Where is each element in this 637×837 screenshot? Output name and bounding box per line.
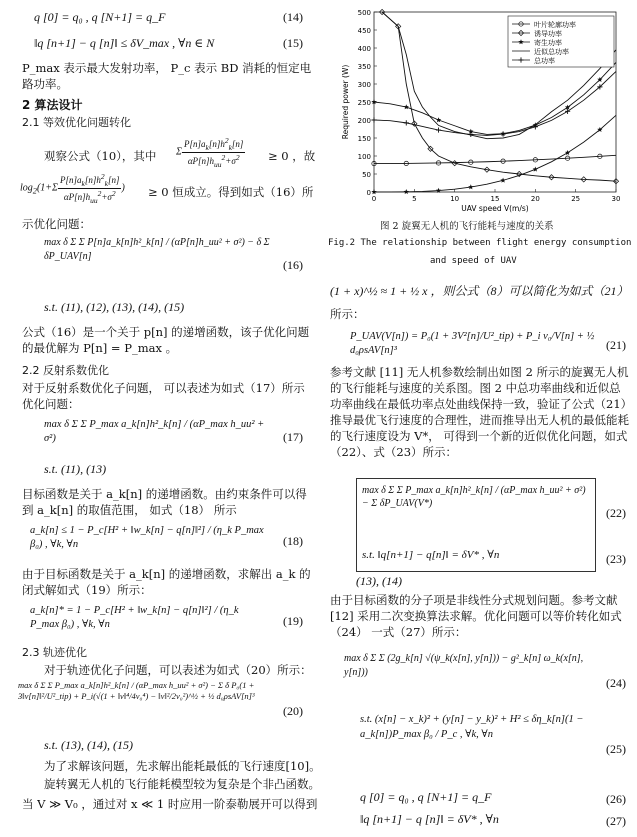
- paragraph-closed-form: 由于目标函数是关于 a_k[n] 的递增函数，求解出 a_k 的闭式解如式（19）所示：: [22, 567, 311, 597]
- y-tick-label: 150: [357, 135, 371, 143]
- paragraph-observe-a: 观察公式（10），其中: [44, 149, 157, 163]
- equation-23-tail: (13), (14): [356, 574, 402, 588]
- legend-entry: 寄生功率: [534, 39, 562, 47]
- x-tick-label: 15: [490, 195, 500, 203]
- legend-entry: 叶片轮廓功率: [534, 21, 576, 29]
- paragraph-power-definition: P_max 表示最大发射功率， P_c 表示 BD 消耗的恒定电路功率。: [22, 61, 312, 91]
- y-tick-label: 300: [357, 81, 371, 89]
- equation-number-14: (14): [283, 10, 303, 24]
- series-line-0: [374, 155, 616, 163]
- paragraph-nonconvex: 旋转翼无人机的飞行能耗模型较为复杂是个非凸函数。: [44, 777, 320, 791]
- x-tick-label: 0: [371, 195, 377, 203]
- paragraph-trajectory-problem: 对于轨迹优化子问题，可以表述为如式（20）所示：: [44, 663, 312, 677]
- data-point: [404, 120, 409, 125]
- x-tick-label: 30: [611, 195, 621, 203]
- y-axis-label: Required power (W): [341, 64, 350, 140]
- data-point: [436, 117, 441, 122]
- equation-number-22: (22): [606, 506, 626, 520]
- paragraph-figure-explanation: 参考文献 [11] 无人机参数绘制出如图 2 所示的旋翼无人机的飞行能耗与速度的关系图。图 2 中总功率曲线和近似总功率曲线在最低功率点处曲线保持一致，验证了公式（21）推导最优飞行速度的合理性，进而推导出无人机的最低能耗的飞行速度设为 V*， 可得到一个新的近似优化问题，如式（22）、式（23）所示：: [330, 365, 629, 459]
- legend-entry: 总功率: [534, 57, 555, 65]
- equation-24: max δ Σ Σ (2g_k[n] √(ψ_k(x[n], y[n])) − g²_k[n] ω_k(x[n], y[n])): [344, 653, 584, 678]
- data-point: [404, 189, 409, 194]
- paragraph-observe-d: 示优化问题：: [22, 217, 91, 231]
- x-tick-label: 20: [530, 195, 540, 203]
- equation-number-24: (24): [606, 676, 626, 690]
- equation-26: q [0] = q₀ , q [N+1] = q_F: [360, 790, 492, 804]
- x-tick-label: 10: [450, 195, 460, 203]
- equation-number-25: (25): [606, 742, 626, 756]
- y-tick-label: 50: [362, 171, 371, 179]
- paragraph-increasing-function: 公式（16）是一个关于 p[n] 的递增函数，该子优化问题的最优解为 P[n] = P_max 。: [22, 325, 310, 355]
- equation-18: a_k[n] ≤ 1 − P_c[H² + ‖w_k[n] − q[n]‖²] / (η_k P_max β₀) , ∀k, ∀n: [30, 525, 264, 550]
- y-tick-label: 400: [357, 45, 371, 53]
- subsection-heading-2-2: 2.2 反射系数优化: [22, 364, 109, 377]
- subsection-heading-2-1: 2.1 等效优化问题转化: [22, 116, 131, 129]
- inline-formula-sum: Σ $\frac{P[n]a_k[n]h^2_k[n]}{\alpha P[n]h_{uu}^2+\sigma^2}$: [176, 136, 244, 169]
- data-point: [500, 178, 505, 183]
- power-speed-chart: [338, 4, 628, 216]
- equation-number-20: (20): [283, 704, 303, 718]
- y-tick-label: 100: [357, 153, 371, 161]
- x-tick-label: 5: [412, 195, 417, 203]
- paragraph-min-speed: 为了求解该问题，先求解出能耗最低的飞行速度[10]。: [44, 759, 321, 773]
- paragraph-reflection-problem: 对于反射系数优化子问题， 可以表述为如式（17）所示优化问题：: [22, 381, 305, 411]
- inline-formula-log: $\log_2(1+\Sigma$ $\frac{P[n]a_k[n]h^2_k[n]}{\alpha P[n]h_{uu}^2+\sigma^2}$ ): [20, 172, 125, 205]
- paragraph-shown-as: 所示：: [330, 307, 365, 321]
- legend-entry: 诱导功率: [534, 30, 562, 38]
- equation-number-15: (15): [283, 36, 303, 50]
- equation-number-17: (17): [283, 430, 303, 444]
- paragraph-observe-b: ≥ 0 ，故: [268, 149, 316, 163]
- data-point: [565, 109, 570, 114]
- equation-19: a_k[n]* = 1 − P_c[H² + ‖w_k[n] − q[n]‖²] / (η_k P_max β₀) , ∀k, ∀n: [30, 605, 239, 630]
- equation-number-19: (19): [283, 614, 303, 628]
- equation-number-16: (16): [283, 258, 303, 272]
- series-line-2: [374, 115, 616, 192]
- equation-25: s.t. (x[n] − x_k)² + (y[n] − y_k)² + H² ≤ δη_k[n](1 − a_k[n])P_max β₀ / P_c , ∀k, ∀n: [360, 714, 584, 740]
- paragraph-constraint-range: 目标函数是关于 a_k[n] 的递增函数。由约束条件可以得到 a_k[n] 的取值范围， 如式（18） 所示: [22, 487, 307, 517]
- legend-entry: 近似总功率: [534, 48, 569, 56]
- figure-caption-en-line1: Fig.2 The relationship between flight energy consumption: [328, 238, 632, 248]
- x-tick-label: 25: [571, 195, 581, 203]
- equation-17: max δ Σ Σ P_max a_k[n]h²_k[n] / (αP_max h_uu² + σ²): [44, 419, 265, 444]
- equation-number-18: (18): [283, 534, 303, 548]
- equation-16: max δ Σ Σ P[n]a_k[n]h²_k[n] / (αP[n]h_uu² + σ²) − δ Σ δP_UAV[n]: [44, 237, 270, 262]
- equation-20-constraints: s.t. (13), (14), (15): [44, 738, 133, 752]
- data-point: [436, 127, 441, 132]
- y-tick-label: 500: [357, 9, 371, 17]
- y-tick-label: 350: [357, 63, 371, 71]
- data-point: [371, 189, 376, 194]
- paragraph-observe-c: ≥ 0 恒成立。得到如式（16）所: [148, 185, 314, 199]
- y-tick-label: 200: [357, 117, 371, 125]
- data-point: [371, 117, 376, 122]
- data-point: [533, 167, 538, 172]
- section-heading-algorithm: 2 算法设计: [22, 98, 83, 112]
- y-tick-label: 0: [366, 189, 371, 197]
- equation-number-27: (27): [606, 814, 626, 828]
- equation-16-constraints: s.t. (11), (12), (13), (14), (15): [44, 300, 185, 314]
- equation-23: s.t. ‖q[n+1] − q[n]‖ = δV* , ∀n: [362, 549, 500, 561]
- subsection-heading-2-3: 2.3 轨迹优化: [22, 646, 87, 659]
- data-point: [468, 184, 473, 189]
- figure-caption-cn: 图 2 旋翼无人机的飞行能耗与速度的关系: [380, 221, 554, 232]
- equation-number-21: (21): [606, 338, 626, 352]
- equation-taylor: (1 + x)^½ ≈ 1 + ½ x ，则公式（8）可以简化为如式（21）: [330, 284, 629, 298]
- paragraph-quadratic-transform: 由于目标函数的分子项是非线性分式规划问题。参考文献 [12] 采用二次变换算法求解。优化问题可以等价转化如式（24） 一式（27）所示：: [330, 593, 622, 639]
- x-axis-label: UAV speed V(m/s): [461, 204, 529, 213]
- equation-27: ‖q [n+1] − q [n]‖ = δV* , ∀n: [360, 812, 499, 826]
- y-tick-label: 450: [357, 27, 371, 35]
- equation-20: max δ Σ Σ P_max a_k[n]h²_k[n] / (αP_max h_uu² + σ²) − Σ δ P₀(1 + 3‖v[n]‖²/U²_tip) + P_i(√(1 + ‖v‖⁴/4v₀⁴) − ‖v‖²/2v₀²)^½ + ½ d₀ρsAV[n]³: [18, 680, 255, 701]
- equation-22: max δ Σ Σ P_max a_k[n]h²_k[n] / (αP_max h_uu² + σ²) − Σ δP_UAV(V*): [362, 485, 586, 509]
- paragraph-taylor-intro: 当 V ≫ V₀ ，通过对 x ≪ 1 时应用一阶泰勒展开可以得到: [22, 797, 318, 811]
- equation-number-23: (23): [606, 552, 626, 566]
- equation-15: ‖q [n+1] − q [n]‖ ≤ δV_max , ∀n ∈ N: [34, 36, 215, 50]
- figure-caption-en-line2: and speed of UAV: [430, 256, 517, 266]
- equation-14: q [0] = q₀ , q [N+1] = q_F: [34, 10, 166, 24]
- y-tick-label: 250: [357, 99, 371, 107]
- equation-21: P_UAV(V[n]) = P₀(1 + 3V²[n]/U²_tip) + P_i v₀/V[n] + ½ d₀ρsAV[n]³: [350, 331, 595, 356]
- equation-number-26: (26): [606, 792, 626, 806]
- data-point: [404, 104, 409, 109]
- equation-17-constraints: s.t. (11), (13): [44, 462, 107, 476]
